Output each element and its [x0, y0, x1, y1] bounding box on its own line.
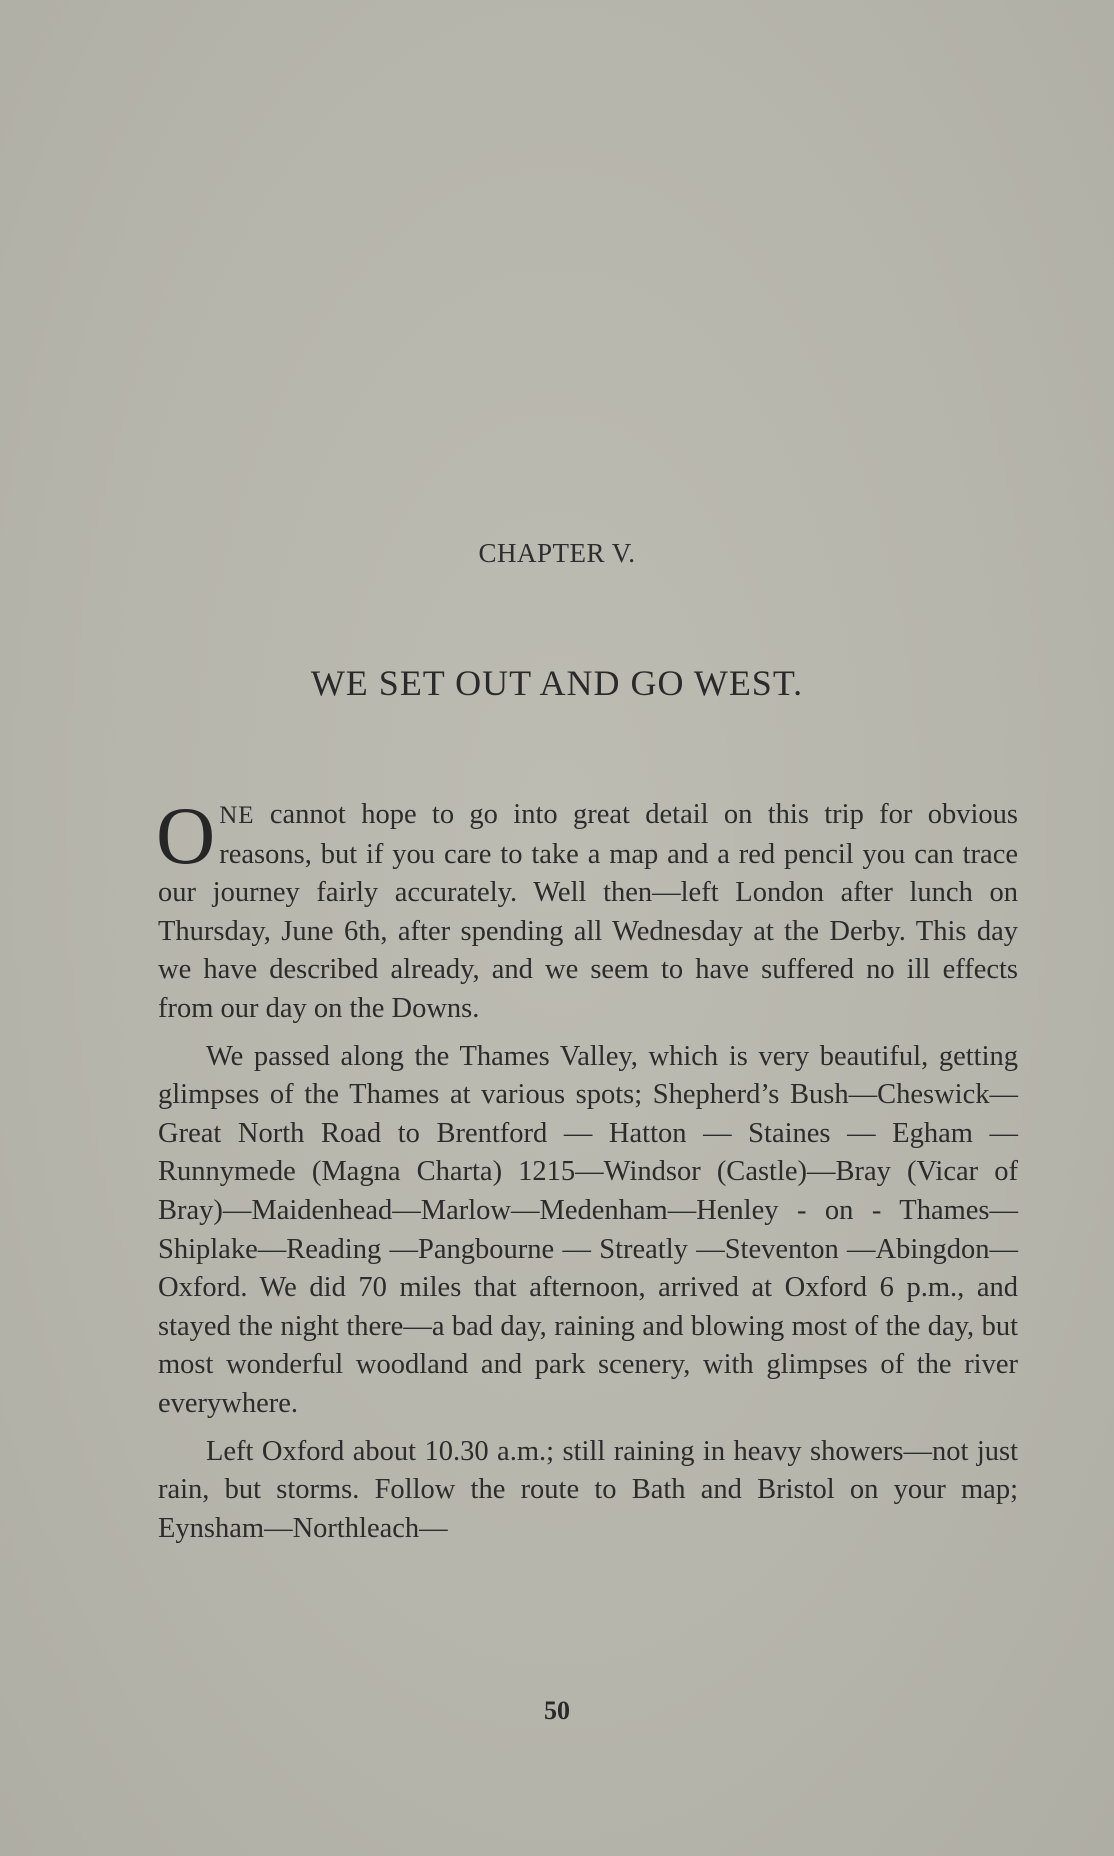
paragraph-2: We passed along the Thames Valley, which is very beautiful, getting glimpses of the Thames at various spots; Shepherd’s Bush—Cheswick—Great North Road to Brentford — Hatton — Staines — Egham — Runnymede (Magna Charta) 1215—Windsor (Castle)—Bray (Vicar of Bray)—Maidenhead—Marlow—Medenham—Henley - on - Thames—Shiplake—Reading —Pangbourne — Streatly —Steventon —Abingdon—Oxford. We did 70 miles that afternoon, arrived at Oxford 6 p.m., and stayed the night there—a bad day, raining and blowing most of the day, but most wonderful woodland and park scenery, with glimpses of the river everywhere. [158, 1040, 1018, 1419]
paragraph-1 [156, 790, 1018, 1029]
paragraph-1-text: cannot hope to go into great detail on this trip for obvious reasons, but if you care to take a map and a red pencil you can trace our journey fairly accurately. Well then—left London after lunch on Thursday, June 6th, after spending all Wednesday at the Derby. This day we have described already, and we seem to have suffered no ill effects from our day on the Downs. [158, 799, 1018, 1024]
chapter-label: CHAPTER V. [478, 538, 636, 568]
paragraph-3: Left Oxford about 10.30 a.m.; still raining in heavy showers—not just rain, but storms. Follow the route to Bath and Bristol on your map; Eynsham—Northleach— [158, 1435, 1018, 1544]
first-word: NE [219, 802, 255, 829]
chapter-title: WE SET OUT AND GO WEST. [310, 663, 804, 703]
page-number: 50 [544, 1696, 570, 1725]
body-text [156, 790, 1018, 1557]
drop-cap: O [156, 790, 216, 881]
